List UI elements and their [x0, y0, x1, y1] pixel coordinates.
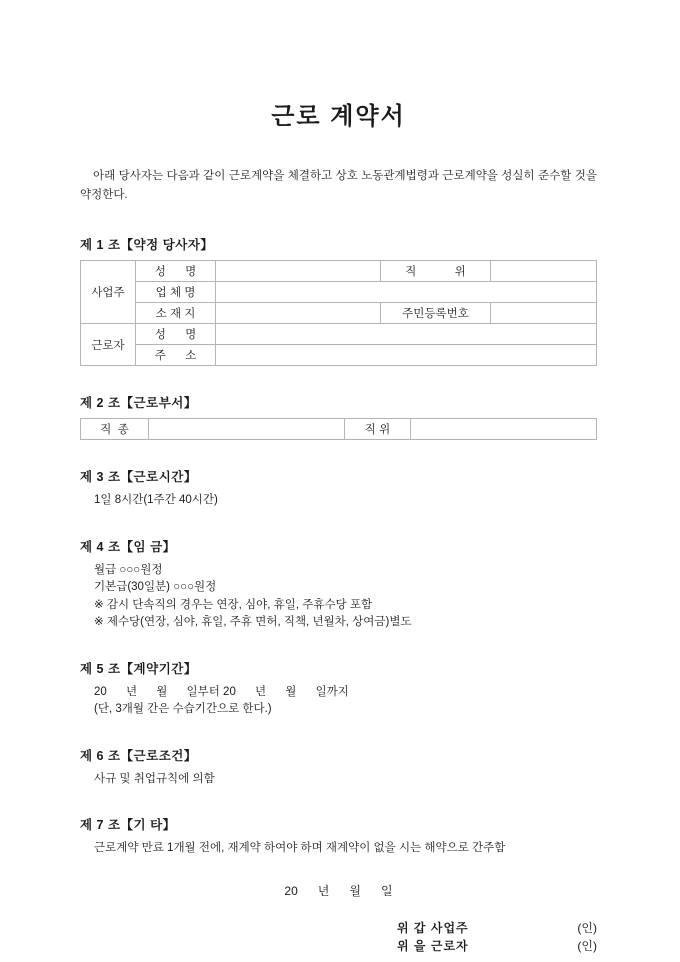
signature-block — [80, 919, 597, 955]
job-type-value — [149, 419, 345, 440]
article-7-heading: 제 7 조【기 타】 — [80, 818, 176, 832]
signature-row — [397, 937, 597, 955]
worker-signature-label: 위 을 근로자 — [397, 938, 469, 953]
resident-number-value — [491, 303, 597, 324]
article-7 — [80, 815, 597, 858]
contract-period-line: 20 년 월 일부터 20 년 월 일까지 — [94, 685, 349, 698]
article-6 — [80, 746, 597, 789]
position-value — [491, 261, 597, 282]
table-row — [81, 419, 597, 440]
company-name-label: 업 체 명 — [136, 282, 216, 303]
article-3-heading: 제 3 조【근로시간】 — [80, 470, 197, 484]
table-row — [81, 324, 597, 345]
table-row — [81, 282, 597, 303]
table-row — [81, 261, 597, 282]
wage-line-3: ※ 감시 단속직의 경우는 연장, 심야, 휴일, 주휴수당 포함 — [94, 598, 373, 611]
wage-line-2: 기본급(30일분) ○○○원정 — [94, 581, 217, 593]
party-table — [80, 260, 597, 366]
table-row — [81, 303, 597, 324]
position-label: 직 위 — [381, 261, 491, 282]
job-position-label: 직 위 — [345, 419, 411, 440]
article-4-heading: 제 4 조【임 금】 — [80, 539, 176, 554]
worker-name-label: 성 명 — [136, 324, 216, 345]
worker-address-value — [216, 345, 597, 366]
company-name-value — [216, 282, 597, 303]
article-2-heading: 제 2 조【근로부서】 — [80, 396, 197, 410]
employer-signature-label: 위 갑 사업주 — [397, 920, 469, 935]
article-5-heading: 제 5 조【계약기간】 — [80, 661, 197, 676]
article-3 — [80, 467, 597, 510]
employer-name-value — [216, 261, 381, 282]
wage-line-1: 월급 ○○○원정 — [94, 563, 163, 576]
date-line: 20 년 월 일 — [284, 883, 393, 898]
work-conditions-line: 사규 및 취업규칙에 의함 — [94, 772, 215, 785]
resident-number-label: 주민등록번호 — [381, 303, 491, 324]
signature-row — [397, 919, 597, 937]
closing-section — [80, 882, 597, 955]
worker-group-cell: 근로자 — [81, 324, 136, 366]
address-label: 소 재 지 — [136, 303, 216, 324]
article-4 — [80, 537, 597, 632]
worker-address-label: 주 소 — [136, 345, 216, 366]
document-title: 근로 계약서 — [271, 103, 406, 130]
employer-name-label: 성 명 — [136, 261, 216, 282]
employer-group-cell: 사업주 — [81, 261, 136, 324]
table-row — [81, 345, 597, 366]
worker-seal-mark: (인) — [577, 938, 597, 953]
probation-line: (단, 3개월 간은 수습기간으로 한다.) — [94, 703, 272, 715]
dept-table — [80, 418, 597, 440]
article-2 — [80, 393, 597, 440]
job-type-label: 직 종 — [81, 419, 149, 440]
article-5 — [80, 659, 597, 719]
renewal-line: 근로계약 만료 1개월 전에, 재계약 하여야 하며 재계약이 없을 시는 해약으로 간주함 — [94, 842, 506, 854]
work-hours-line: 1일 8시간(1주간 40시간) — [94, 494, 218, 506]
intro-paragraph: 아래 당사자는 다음과 같이 근로계약을 체결하고 상호 노동관계법령과 근로계약을 성실히 준수할 것을 약정한다. — [80, 170, 597, 201]
job-position-value — [411, 419, 597, 440]
address-value — [216, 303, 381, 324]
employer-seal-mark: (인) — [577, 920, 597, 935]
article-6-heading: 제 6 조【근로조건】 — [80, 748, 197, 763]
article-1 — [80, 235, 597, 366]
worker-name-value — [216, 324, 597, 345]
article-1-heading: 제 1 조【약정 당사자】 — [80, 238, 214, 252]
wage-line-4: ※ 제수당(연장, 심야, 휴일, 주휴 면허, 직책, 년월차, 상여금)별도 — [94, 616, 412, 628]
